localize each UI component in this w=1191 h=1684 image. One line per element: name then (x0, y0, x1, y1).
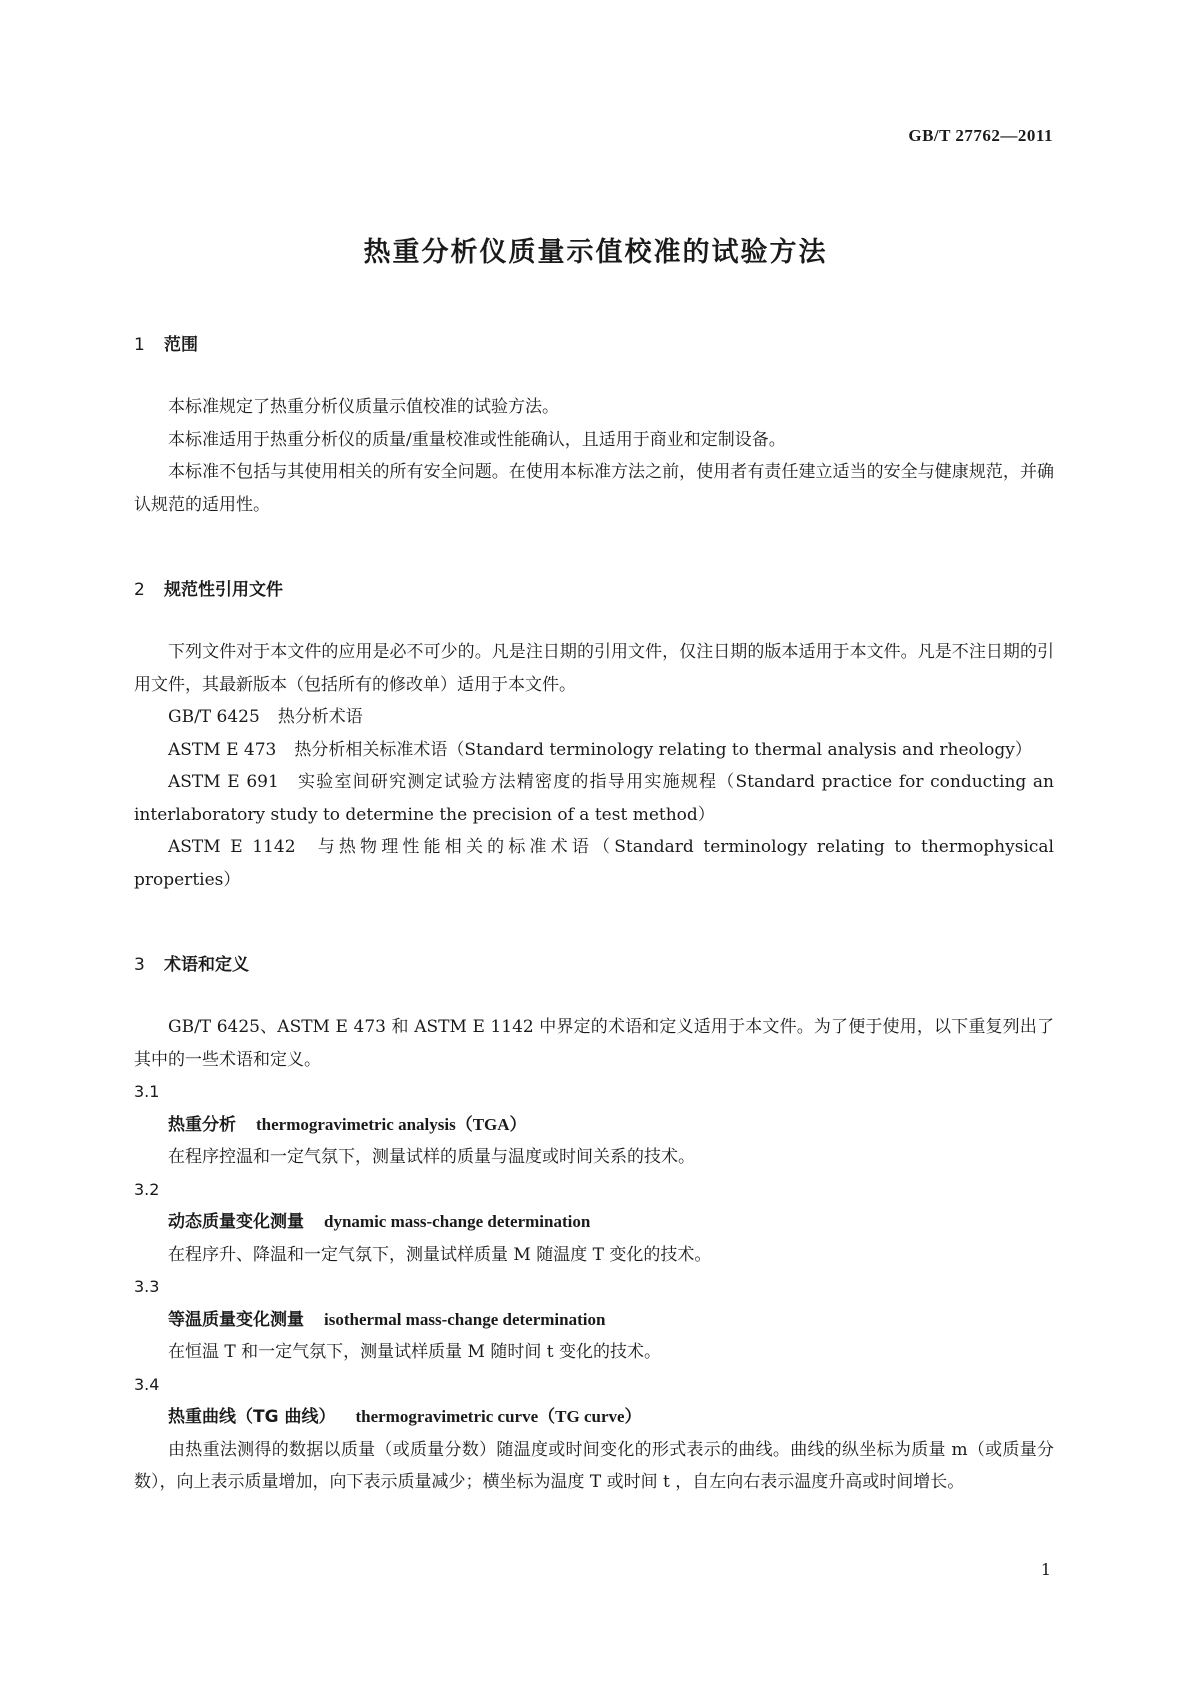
term-number: 3.3 (134, 1277, 160, 1296)
term-number: 3.2 (134, 1179, 160, 1199)
term-heading (134, 1109, 1054, 1142)
term-heading (134, 1401, 1054, 1434)
term-heading (134, 1304, 1054, 1337)
term-zh: 热重曲线（TG 曲线） (168, 1407, 336, 1427)
term-en: isothermal mass-change determination (324, 1309, 606, 1329)
reference-text: 与热物理性能相关的标准术语（Standard terminology relating to thermophysical properties） (134, 837, 1054, 890)
paragraph: GB/T 6425、ASTM E 473 和 ASTM E 1142 中界定的术语和定义适用于本文件。为了便于使用，以下重复列出了其中的一些术语和定义。 (134, 1017, 1054, 1070)
standard-id: GB/T 27762—2011 (908, 126, 1053, 145)
term-en: dynamic mass-change determination (324, 1212, 591, 1231)
section-title: 规范性引用文件 (164, 580, 283, 600)
term-zh: 等温质量变化测量 (168, 1309, 304, 1330)
term-entry (134, 1369, 1054, 1499)
reference-code: GB/T 6425 (168, 707, 260, 727)
term-en: thermogravimetric analysis（TGA） (256, 1114, 527, 1134)
section-title: 范围 (164, 335, 198, 355)
term-zh: 热重分析 (168, 1114, 236, 1135)
reference-code: ASTM E 1142 (168, 837, 296, 857)
paragraph: 本标准规定了热重分析仪质量示值校准的试验方法。 (168, 397, 559, 417)
section-3-heading (134, 950, 1054, 975)
term-number: 3.1 (134, 1082, 160, 1101)
page-number: 1 (1040, 1560, 1051, 1579)
section-number: 2 (134, 580, 145, 600)
term-definition: 在程序升、降温和一定气氛下，测量试样质量 M 随温度 T 变化的技术。 (168, 1244, 712, 1265)
section-number: 3 (134, 955, 145, 975)
document-body (134, 330, 1054, 1499)
paragraph: 下列文件对于本文件的应用是必不可少的。凡是注日期的引用文件，仅注日期的版本适用于本文件。凡是不注日期的引用文件，其最新版本（包括所有的修改单）适用于本文件。 (134, 642, 1054, 695)
reference-text: 热分析相关标准术语（Standard terminology relating to thermal analysis and rheology） (294, 739, 1032, 760)
term-definition: 在恒温 T 和一定气氛下，测量试样质量 M 随时间 t 变化的技术。 (168, 1342, 661, 1362)
term-entry (134, 1076, 1054, 1174)
section-number: 1 (134, 335, 145, 355)
section-1-heading (134, 330, 1054, 355)
reference-text: 热分析术语 (277, 707, 363, 727)
reference-code: ASTM E 473 (168, 739, 277, 760)
page-title: 热重分析仪质量示值校准的试验方法 (363, 237, 828, 268)
reference-text: 实验室间研究测定试验方法精密度的指导用实施规程（Standard practice for conducting an interlaboratory study to determine the precision of a test method） (134, 772, 1054, 825)
reference-item (134, 766, 1054, 831)
term-number: 3.4 (134, 1374, 160, 1394)
reference-item (134, 734, 1054, 767)
term-definition: 由热重法测得的数据以质量（或质量分数）随温度或时间变化的形式表示的曲线。曲线的纵坐标为质量 m（或质量分数），向上表示质量增加，向下表示质量减少；横坐标为温度 T 或时间 t ，自左向右表示温度升高或时间增长。 (134, 1439, 1054, 1492)
term-definition: 在程序控温和一定气氛下，测量试样的质量与温度或时间关系的技术。 (168, 1147, 695, 1167)
term-zh: 动态质量变化测量 (168, 1212, 304, 1232)
section-title: 术语和定义 (164, 955, 249, 975)
term-entry (134, 1271, 1054, 1369)
paragraph: 本标准适用于热重分析仪的质量/重量校准或性能确认，且适用于商业和定制设备。 (168, 429, 786, 450)
term-entry (134, 1174, 1054, 1272)
reference-code: ASTM E 691 (168, 772, 279, 792)
term-heading (134, 1206, 1054, 1239)
paragraph: 本标准不包括与其使用相关的所有安全问题。在使用本标准方法之前，使用者有责任建立适当的安全与健康规范，并确认规范的适用性。 (134, 462, 1054, 515)
section-2-heading (134, 575, 1054, 600)
reference-item (134, 701, 1054, 734)
reference-item (134, 831, 1054, 896)
term-en: thermogravimetric curve（TG curve） (355, 1407, 642, 1426)
